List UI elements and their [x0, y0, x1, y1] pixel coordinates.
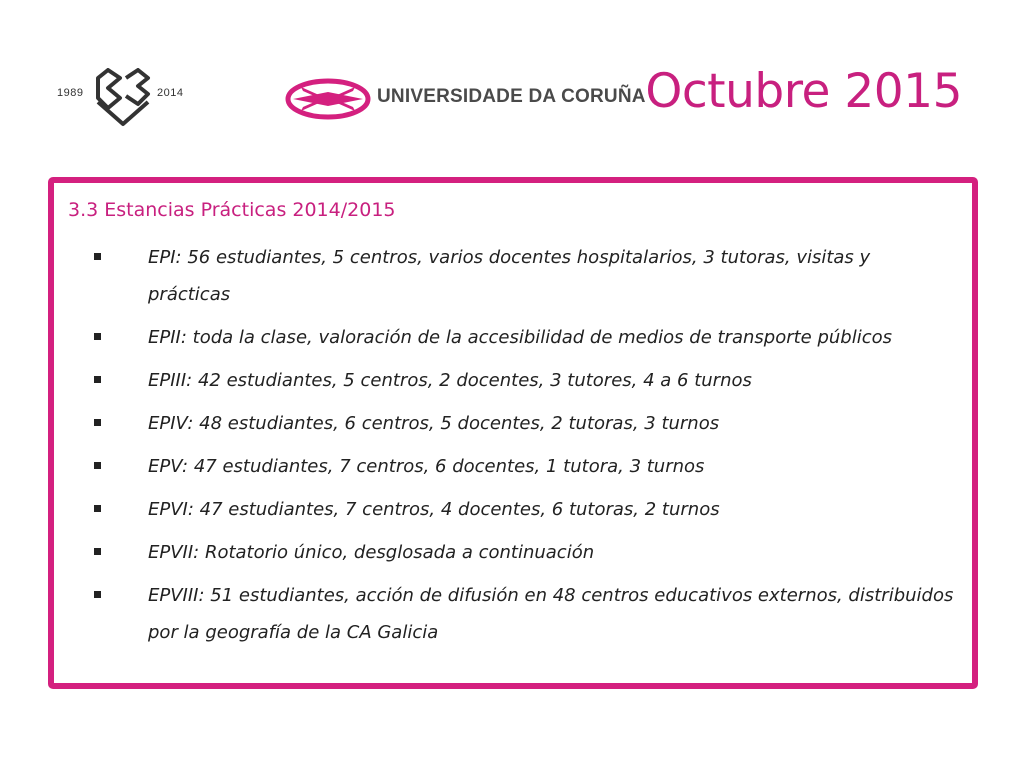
list-item — [94, 319, 954, 356]
section-heading: 3.3 Estancias Prácticas 2014/2015 — [68, 199, 396, 221]
list-item — [94, 577, 954, 651]
university-name: UNIVERSIDADE DA CORUÑA — [377, 86, 646, 107]
list-item-text: EPVIII: 51 estudiantes, acción de difusión en 48 centros educativos externos, distribuidos por la geografía de la CA Galicia — [148, 585, 954, 643]
list-item — [94, 448, 954, 485]
university-emblem-icon — [285, 74, 371, 124]
list-item-text: EPIV: 48 estudiantes, 6 centros, 5 docentes, 2 tutoras, 3 turnos — [148, 413, 720, 434]
university-logo — [285, 74, 646, 124]
list-item-text: EPI: 56 estudiantes, 5 centros, varios docentes hospitalarios, 3 tutoras, visitas y prácticas — [148, 247, 871, 305]
list-item-text: EPVII: Rotatorio único, desglosada a continuación — [148, 542, 595, 563]
square-bullet-icon — [94, 333, 101, 340]
list-item-text: EPV: 47 estudiantes, 7 centros, 6 docentes, 1 tutora, 3 turnos — [148, 456, 705, 477]
list-item-text: EPII: toda la clase, valoración de la accesibilidad de medios de transporte públicos — [148, 327, 893, 348]
list-item — [94, 534, 954, 571]
logo-year-end: 2014 — [157, 87, 184, 99]
logo-year-start: 1989 — [57, 87, 84, 99]
list-item — [94, 405, 954, 442]
list-item — [94, 491, 954, 528]
anniversary-emblem-icon — [92, 68, 154, 128]
list-item — [94, 362, 954, 399]
square-bullet-icon — [94, 462, 101, 469]
content-frame — [48, 177, 978, 689]
list-item-text: EPVI: 47 estudiantes, 7 centros, 4 docentes, 6 tutoras, 2 turnos — [148, 499, 720, 520]
anniversary-logo — [55, 68, 190, 128]
square-bullet-icon — [94, 253, 101, 260]
square-bullet-icon — [94, 591, 101, 598]
list-item — [94, 239, 954, 313]
page-title: Octubre 2015 — [645, 64, 962, 119]
bullet-list — [94, 239, 954, 657]
square-bullet-icon — [94, 419, 101, 426]
square-bullet-icon — [94, 548, 101, 555]
square-bullet-icon — [94, 376, 101, 383]
square-bullet-icon — [94, 505, 101, 512]
list-item-text: EPIII: 42 estudiantes, 5 centros, 2 docentes, 3 tutores, 4 a 6 turnos — [148, 370, 752, 391]
